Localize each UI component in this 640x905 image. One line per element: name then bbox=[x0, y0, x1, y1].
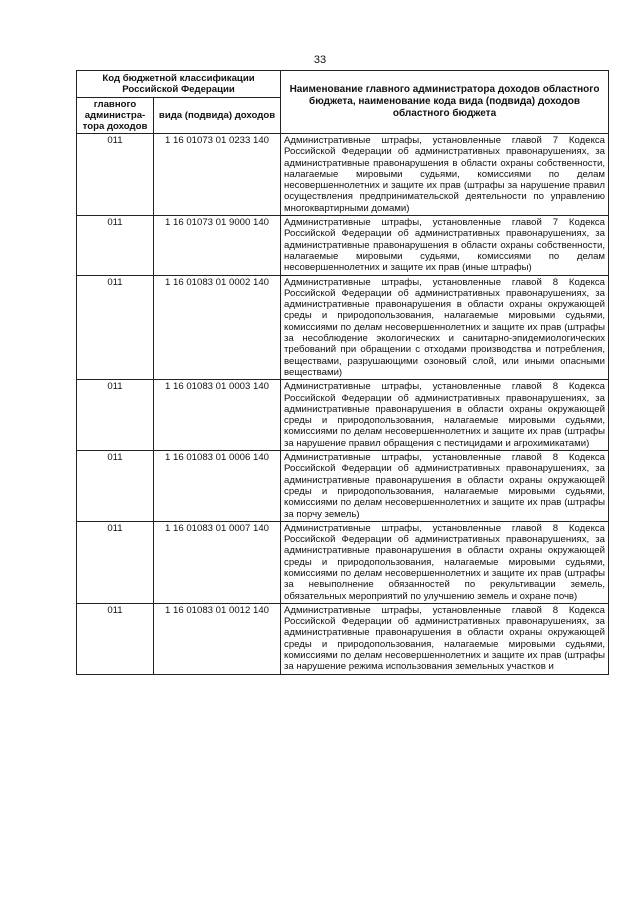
page-number: 33 bbox=[313, 54, 327, 66]
administrator-code-cell: 011 bbox=[77, 275, 154, 380]
income-description-cell: Административные штрафы, установленные главой 8 Кодекса Российской Федерации об административных правонарушениях, за административные правонарушения в области охраны окружающей среды и природопользования, налагаемые мировыми судьями, комиссиями по делам несовершеннолетних и защите их прав (штрафы за нарушение режима использования земельных участков и bbox=[281, 603, 609, 674]
administrator-code-cell: 011 bbox=[77, 380, 154, 451]
header-administrator-name: Наименование главного администратора доходов областного бюджета, наименование кода вида (подвида) доходов областного бюджета bbox=[281, 71, 609, 134]
administrator-code-cell: 011 bbox=[77, 451, 154, 522]
header-budget-classification-code: Код бюджетной классификации Российской Федерации bbox=[77, 71, 281, 98]
income-code-cell: 1 16 01073 01 9000 140 bbox=[154, 216, 281, 275]
income-code-cell: 1 16 01083 01 0002 140 bbox=[154, 275, 281, 380]
income-description-cell: Административные штрафы, установленные главой 8 Кодекса Российской Федерации об административных правонарушениях, за административные правонарушения в области охраны окружающей среды и природопользования, налагаемые мировыми судьями, комиссиями по делам несовершеннолетних и защите их прав (штрафы за несоблюдение экологических и санитарно-эпидемиологических требований при обращении с отходами производства и потребления, веществами, разрушающими озоновый слой, или иными опасными веществами) bbox=[281, 275, 609, 380]
table-row bbox=[77, 275, 609, 380]
table-row bbox=[77, 521, 609, 603]
income-description-cell: Административные штрафы, установленные главой 8 Кодекса Российской Федерации об административных правонарушениях, за административные правонарушения в области охраны окружающей среды и природопользования, налагаемые мировыми судьями, комиссиями по делам несовершеннолетних и защите их прав (штрафы за нарушение правил обращения с пестицидами и агрохимикатами) bbox=[281, 380, 609, 451]
table-row bbox=[77, 603, 609, 674]
table-body bbox=[77, 134, 609, 675]
income-description-cell: Административные штрафы, установленные главой 7 Кодекса Российской Федерации об административных правонарушениях, за административные правонарушения в области охраны собственности, налагаемые мировыми судьями, комиссиями по делам несовершеннолетних и защите их прав (иные штрафы) bbox=[281, 216, 609, 275]
table-row bbox=[77, 451, 609, 522]
header-row-top bbox=[77, 71, 609, 98]
income-code-cell: 1 16 01083 01 0012 140 bbox=[154, 603, 281, 674]
income-code-cell: 1 16 01073 01 0233 140 bbox=[154, 134, 281, 216]
administrator-code-cell: 011 bbox=[77, 216, 154, 275]
income-code-cell: 1 16 01083 01 0007 140 bbox=[154, 521, 281, 603]
income-code-cell: 1 16 01083 01 0003 140 bbox=[154, 380, 281, 451]
header-main-administrator: главного администра-тора доходов bbox=[77, 98, 154, 134]
administrator-code-cell: 011 bbox=[77, 521, 154, 603]
income-description-cell: Административные штрафы, установленные главой 8 Кодекса Российской Федерации об административных правонарушениях, за административные правонарушения в области охраны окружающей среды и природопользования, налагаемые мировыми судьями, комиссиями по делам несовершеннолетних и защите их прав (штрафы за невыполнение обязанностей по рекультивации земель, обязательных мероприятий по улучшению земель и охране почв) bbox=[281, 521, 609, 603]
administrator-code-cell: 011 bbox=[77, 603, 154, 674]
income-description-cell: Административные штрафы, установленные главой 7 Кодекса Российской Федерации об административных правонарушениях, за административные правонарушения в области охраны собственности, налагаемые мировыми судьями, комиссиями по делам несовершеннолетних и защите их прав (штрафы за нарушение правил осуществления предпринимательской деятельности по управлению многоквартирными домами) bbox=[281, 134, 609, 216]
table-header bbox=[77, 71, 609, 134]
table-row bbox=[77, 134, 609, 216]
table-row bbox=[77, 380, 609, 451]
administrator-code-cell: 011 bbox=[77, 134, 154, 216]
header-income-kind: вида (подвида) доходов bbox=[154, 98, 281, 134]
income-description-cell: Административные штрафы, установленные главой 8 Кодекса Российской Федерации об административных правонарушениях, за административные правонарушения в области охраны окружающей среды и природопользования, налагаемые мировыми судьями, комиссиями по делам несовершеннолетних и защите их прав (штрафы за порчу земель) bbox=[281, 451, 609, 522]
budget-classification-table bbox=[76, 70, 609, 675]
table-row bbox=[77, 216, 609, 275]
income-code-cell: 1 16 01083 01 0006 140 bbox=[154, 451, 281, 522]
